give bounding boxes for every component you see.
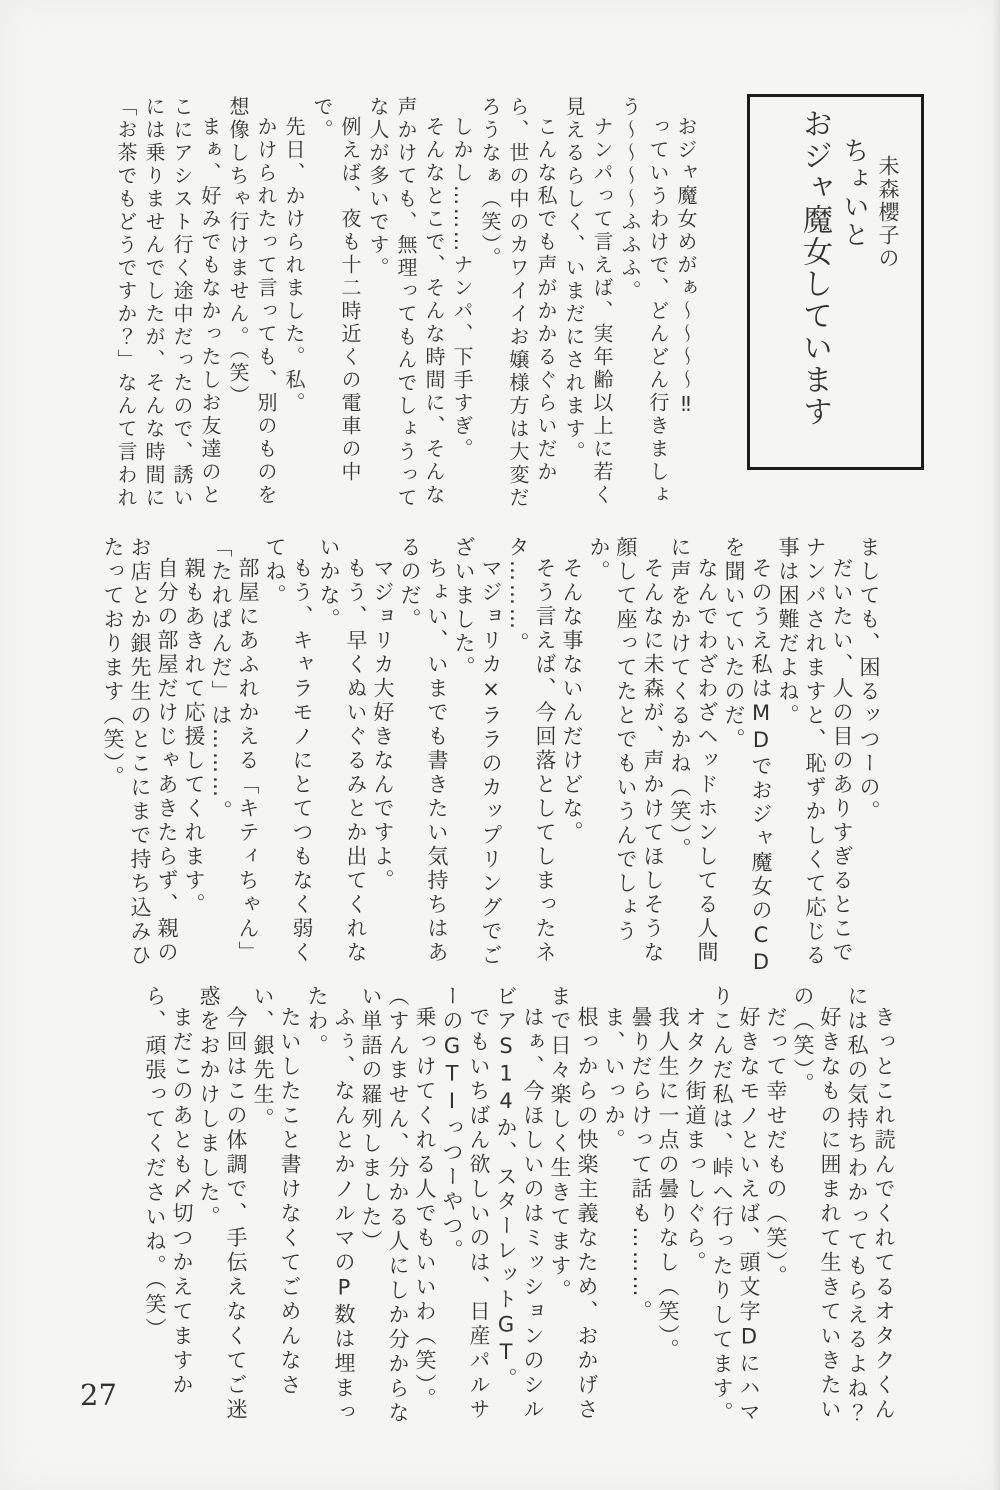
text-section-bottom <box>119 985 897 1437</box>
paragraph: おジャ魔女めがぁ〜〜〜〜‼ <box>674 116 698 419</box>
title-main-line: おジャ魔女しています <box>797 108 832 428</box>
page-number: 27 <box>80 1378 117 1412</box>
paragraph: 例えば、夜も十二時近くの電車の中で。 <box>310 96 362 484</box>
upright-text: GT <box>494 1312 518 1368</box>
paragraph: オタク街道まっしぐら。 <box>683 1006 707 1276</box>
text-section-top <box>114 96 700 516</box>
paragraph: マジョリカ大好きなんですよ。 <box>371 557 395 893</box>
paragraph: こんな私でも声がかかるぐらいだから、世の中のカワイイお嬢様方は大変だろうなぁ（笑）。 <box>478 96 558 510</box>
paragraph: まぁ、好みでもなかったしお友達のとこにアシスト行く途中だったので、誘いには乗りませんでしたが、そんな時間に「お茶でもどうですか？」なんて言われ <box>114 96 222 510</box>
paragraph: ましても、困るッつーの。 <box>857 536 881 824</box>
paragraph: ま、いっか。 <box>602 1006 626 1153</box>
upright-text: MD <box>749 701 773 755</box>
paragraph: だいたい、人の目のありすぎるとこでナンパされますと、恥ずかしくて応じる事は困難だよね。 <box>776 536 854 968</box>
paragraph: まだこのあとも〆切つかえてますから、頑張ってくださいね。（笑） <box>143 985 194 1398</box>
paragraph: マジョリカ×ララのカップリングでございました。 <box>452 536 503 968</box>
paragraph: 部屋にあふれかえる「キティちゃん」「たれぱんだ」は………。 <box>209 536 260 965</box>
paragraph: そう言えば、今回落としてしまったネタ………。 <box>506 536 557 965</box>
paragraph: 曇りだらけって話も………。 <box>629 1006 653 1325</box>
upright-text: P <box>332 1275 356 1303</box>
paragraph: 乗っけてくれる人でもいいわ（笑）。 <box>413 1006 437 1412</box>
paragraph: はぁ、今ほしいのはミッションのシルビアS14か、スターレットGT。 <box>494 985 545 1423</box>
paragraph: （すんません、分かる人にしか分からない単語の羅列しました） <box>359 985 410 1426</box>
paragraph: もう、早くぬいぐるみとか出てくれないかな。 <box>317 536 368 965</box>
paragraph: 自分の部屋だけじゃあきたらず、親のお店とか銀先生のとこにまで持ち込みひたっております（笑）。 <box>101 536 179 968</box>
upright-text: ‼ <box>674 392 698 419</box>
paragraph: そんなとこで、そんな時間に、そんな声かけても、無理ってもんでしょうってな人が多いです。 <box>366 96 446 510</box>
paragraph: なんでわざわざヘッドホンしてる人間に声をかけてくるかね（笑）。 <box>668 536 719 965</box>
paragraph: っていうわけで、どんどん行きましょう〜〜〜〜ふふふ。 <box>618 96 670 507</box>
paragraph: しかし………ナンパ、下手すぎ。 <box>450 116 474 461</box>
paragraph: そのうえ私はMDでおジャ魔女のCDを聞いていたのだ。 <box>722 536 773 977</box>
paragraph: ちょい、いまでも書きたい気持ちはあるのだ。 <box>398 536 449 965</box>
upright-text: ？ <box>114 326 138 349</box>
paragraph: きっとこれ読んでくれてるオタクくんには私の気持ちわかってもらえるよね？ <box>845 985 896 1426</box>
paragraph: 我人生に一点の曇りなし（笑）。 <box>656 1006 680 1363</box>
paragraph: 今回はこの体調で、手伝えなくてご迷惑をおかけしました。 <box>197 985 248 1423</box>
paragraph: 根っからの快楽主義なため、おかげさまで日々楽しく生きてます。 <box>548 985 599 1423</box>
paragraph: かけられたって言っても、別のものを想像しちゃ行けません。（笑） <box>226 96 278 507</box>
paragraph: ナンパって言えば、実年齢以上に若く見えるらしく、いまだにされます。 <box>562 96 614 507</box>
upright-text: CD <box>749 923 773 977</box>
paragraph: たいしたこと書けなくてごめんなさい、銀先生。 <box>251 985 302 1398</box>
paragraph: そんなに未森が、声かけてほしそうな顔して座ってたとでもいうんでしょうか。 <box>587 536 665 965</box>
upright-text: GTI <box>440 1034 464 1117</box>
scan-edge-shading <box>992 0 1000 1490</box>
paragraph: 好きなものに囲まれて生きていきたいの（笑）。 <box>791 985 842 1423</box>
title-author-line: 未森櫻子の <box>876 155 900 270</box>
paragraph: もう、キャラモノにとてつもなく弱くてね。 <box>263 536 314 965</box>
paragraph: 親もあきれて応援してくれます。 <box>182 557 206 917</box>
upright-text: S14 <box>494 1034 518 1117</box>
paragraph: そんな事ないんだけどな。 <box>560 557 584 845</box>
upright-text: D <box>737 1324 761 1352</box>
title-box <box>747 94 924 470</box>
paragraph: だって幸せだもの（笑）。 <box>764 1006 788 1290</box>
paragraph: 先日、かけられました。私。 <box>282 116 306 415</box>
text-section-middle <box>101 536 882 978</box>
paragraph: 好きなモノといえば、頭文字Dにハマりこんだ私は、峠へ行ったりしてます。 <box>710 985 761 1426</box>
title-prefix-line: ちょいと <box>839 137 869 249</box>
paragraph: でもいちばん欲しいのは、日産パルサーのGTIっつーやつ。 <box>440 985 491 1423</box>
upright-text: ？ <box>845 1401 869 1426</box>
paragraph: ふぅ、なんとかノルマのP数は埋まったわ。 <box>305 985 356 1426</box>
